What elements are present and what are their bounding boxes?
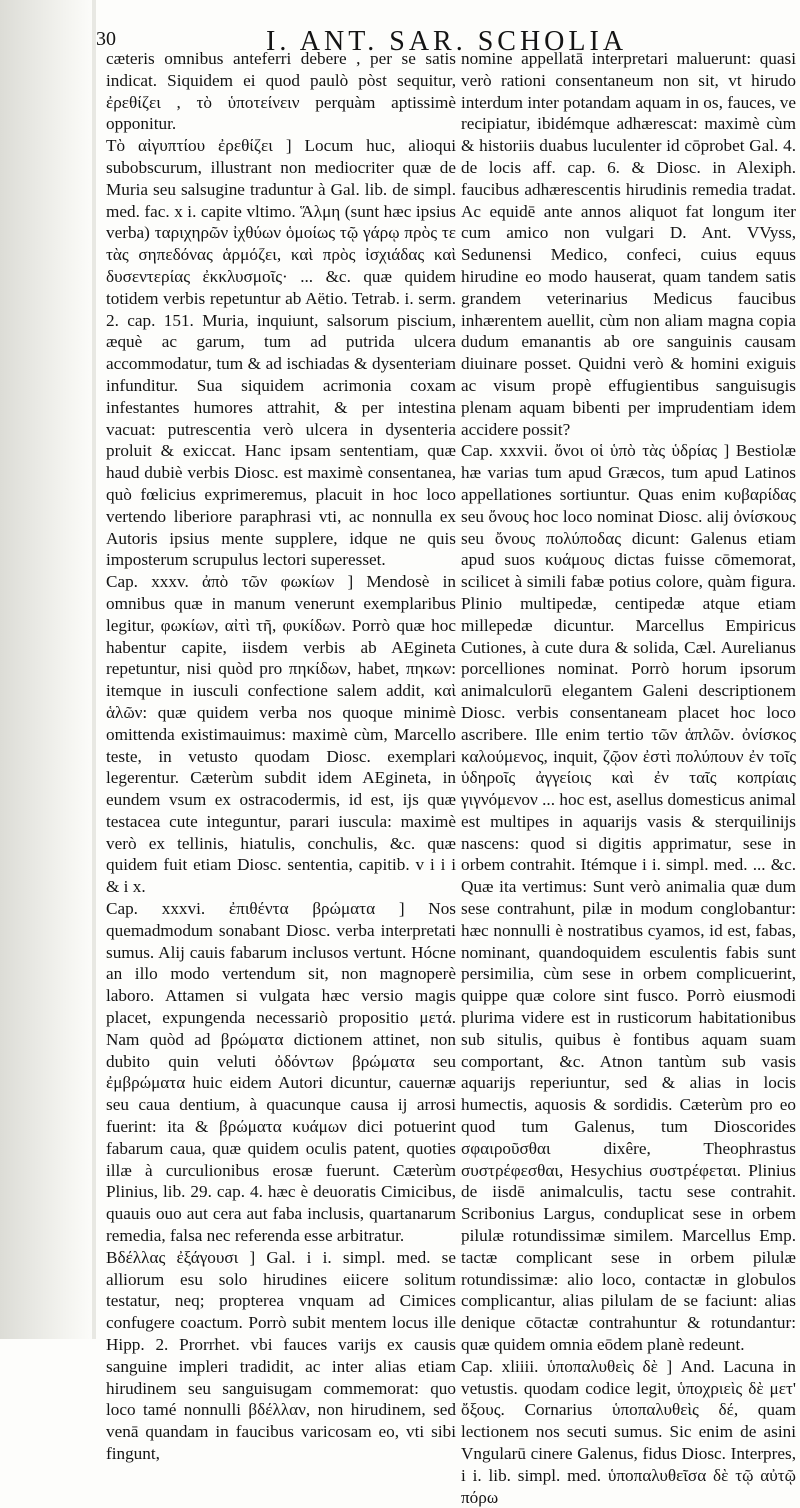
paragraph: Βδέλλας ἐξάγουσι ] Gal. i i. simpl. med. se alliorum esu solo hirudines eiicere solitum testatur, neq; propterea vnquam ad Cimices confugere coactum. Porrò subit mentem locus ille Hipp. 2. Prorrhet. vbi fauces varijs ex causis sanguine impleri tradidit, ac inter alias etiam hirudinem seu sanguisugam commemorat: quo loco tamé nonnulli βδέλλαν, non hirudinem, sed venā quandam in faucibus varicosam eo, vti sibi fingunt, bbox=[106, 1247, 456, 1463]
paragraph: Cap. xliiii. ὑποπαλυθεὶς δὲ ] And. Lacuna in vetustis. quodam codice legit, ὑποχριεὶς δὲ μετ' ὄξους. Cornarius ὑποπαλυθεὶς δέ, quam lectionem nos secuti sumus. Sic enim de asini Vngularū cinere Galenus, fidus Diosc. Interpres, i i. lib. simpl. med. ὑποπαλυθεῖσα δὲ τῷ αὐτῷ πόρω bbox=[461, 1356, 796, 1507]
left-column bbox=[106, 48, 456, 1463]
paragraph: Cap. xxxvi. ἐπιθέντα βρώματα ] Nos quemadmodum sonabant Diosc. verba interpretati sumus. Alij cauis fabarum inclusos vertunt. Hócne an illo modo vertendum sit, non magnoperè laboro. Attamen si vulgata hæc versio magis placet, expungenda necessariò propositio μετά. Nam quòd ad βρώματα dictionem attinet, non dubito quin veluti ὀδόντων βρώματα seu ἐμβρώματα huic eidem Autori dicuntur, cauernæ seu caua dentium, à quacunque causa ij arrosi fuerint: ita & βρώματα κυάμων dici potuerint fabarum caua, quæ quidem oculis patent, quoties illæ à curculionibus erosæ fuerunt. Cæterùm Plinius, lib. 29. cap. 4. hæc è deuoratis Cimicibus, quauis ouo aut cera aut faba inclusis, quartanarum remedia, falsa nec referenda esse arbitratur. bbox=[106, 899, 456, 1246]
right-column bbox=[461, 48, 796, 1507]
binding-gutter bbox=[0, 0, 96, 1339]
page-number: 30 bbox=[96, 28, 116, 50]
paragraph: cæteris omnibus anteferri debere , per se satis indicat. Siquidem ei quod paulò pòst sequitur, ἐρεθίζει , τὸ ὑποτείνειν perquàm aptissimè opponitur. bbox=[106, 49, 456, 134]
paragraph: nomine appellatā interpretari maluerunt: quasi verò rationi consentaneum non sit, vt hirudo interdum inter potandam aquam in os, fauces, ve recipiatur, ibidémque adhærescat: maximè cùm & historiis duabus luculenter id cōprobet Gal. 4. de locis aff. cap. 6. & Diosc. in Alexiph. faucibus adhærescentis hirudinis remedia tradat. Ac equidē ante annos aliquot fat longum iter cum amico non vulgari D. Ant. VVyss, Sedunensi Medico, confeci, cuius equus hirudine eo modo hauserat, quam tandem satis grandem veterinarius Medicus faucibus inhærentem auellit, cùm non aliam magna copia dudum emanantis ab ore sanguinis causam diuinare posset. Quidni verò & homini exiguis ac visum propè effugientibus sanguisugis plenam aquam bibenti per imprudentiam idem accidere possit? bbox=[461, 49, 796, 439]
paragraph: Cap. xxxvii. ὄνοι οἱ ὑπὸ τὰς ὑδρίας ] Bestiolæ hæ varias tum apud Græcos, tum apud Latinos appellationes sortiuntur. Quas enim κυβαρίδας seu ὄνους hoc loco nominat Diosc. alij ὀνίσκους seu ὄνους πολύποδας dicunt: Galenus etiam apud suos κυάμους dictas fuisse cōmemorat, scilicet à simili fabæ potius colore, quàm figura. Plinio multipedæ, centipedæ atque etiam millepedæ dicuntur. Marcellus Empiricus Cutiones, à cute dura & solida, Cæl. Aurelianus porcelliones nominat. Porrò horum ipsorum animalculorū elegantem Galeni descriptionem Diosc. verbis consentaneam placet hoc loco ascribere. Ille enim tertio τῶν ἁπλῶν. ὀνίσκος καλούμενος, inquit, ζῷον ἐστὶ πολύπουν ἐν τοῖς ὑδηροῖς ἀγγείοις καὶ ἐν ταῖς κοπρίαις γιγνόμενον ... hoc est, asellus domesticus animal est multipes in aquarijs vasis & sterquilinijs nascens: quod si digitis apprimatur, sese in orbem contrahit. Itémque i i. simpl. med. ... &c. Quæ ita vertimus: Sunt verò animalia quæ dum sese contrahunt, pilæ in modum conglobantur: hæc nonnulli è nostratibus cyamos, id est, fabas, nominant, quandoquidem esculentis fabis sunt persimilia, cùm sese in orbem complicuerint, quippe quæ colore sint fusco. Porrò eiusmodi plurima videre est in rusticorum habitationibus sub situlis, quibus è fontibus aquam suam comportant, &c. Atnon tantùm sub vasis aquarijs reperiuntur, sed & alias in locis humectis, aquosis & sordidis. Cæterùm pro eo quod tum Galenus, tum Dioscorides σφαιροῦσθαι dixêre, Theophrastus συστρέφεσθαι, Hesychius συστρέφεται. Plinius de iisdē animalculis, tactu sese contrahit. Scribonius Largus, conduplicat sese in orbem pilulæ rotundissimæ similem. Marcellus Emp. tactæ complicant sese in orbem pilulæ rotundissimæ: alio loco, contactæ in globulos complicantur, alias pilulam de se faciunt: alias denique cōtactæ contrahuntur & rotundantur: quæ quidem omnia eōdem planè redeunt. bbox=[461, 441, 796, 1355]
running-title: I. ANT. SAR. SCHOLIA bbox=[266, 26, 628, 57]
paragraph: Cap. xxxv. ἀπὸ τῶν φωκίων ] Mendosè in omnibus quæ in manum venerunt exemplaribus legitur, φωκίων, αἰτὶ τῆ, φυκίδων. Porrò quæ hoc habentur capite, iisdem verbis ab AEgineta repetuntur, nisi quòd pro πηκίδων, habet, πηκων: itemque in iusculi confectione salem addit, καὶ ἁλῶν: quæ quidem verba nos quoque minimè omittenda existimauimus: maximè cùm, Marcello teste, in vetusto quodam Diosc. exemplari legerentur. Cæterùm subdit idem AEgineta, in eundem vsum ex ostracodermis, id est, ijs quæ testacea cute integuntur, parari iuscula: maximè verò ex tellinis, hiatulis, conchulis, &c. quæ quidem fuit etiam Diosc. sententia, capitib. v i i i & i x. bbox=[106, 572, 456, 897]
paragraph: Τὸ αἰγυπτίου ἐρεθίζει ] Locum huc, alioqui subobscurum, illustrant non mediocriter quæ de Muria seu salsugine traduntur à Gal. lib. de simpl. med. fac. x i. capite vltimo. Ἅλμη (sunt hæc ipsius verba) ταριχηρῶν ἰχθύων ὁμοίως τῷ γάρῳ πρὸς τε τὰς σηπεδόνας ἁρμόζει, καὶ πρὸς ἰσχιάδας καὶ δυσεντερίας ἐκκλυσμοῖς· ... &c. quæ quidem totidem verbis repetuntur ab Aëtio. Tetrab. i. serm. 2. cap. 151. Muria, inquiunt, salsorum piscium, æquè ac garum, tum ad putrida ulcera accommodatur, tum & ad ischiadas & dysenteriam infunditur. Sua siquidem acrimonia coxam infestantes humores attrahit, & per intestina vacuat: putrescentia verò ulcera in dysenteria proluit & exiccat. Hanc ipsam sententiam, quæ haud dubiè verbis Diosc. est maximè consentanea, quò fœlicius exprimeremus, placuit in hoc loco vertendo liberiore paraphrasi vti, ac nonnulla ex Autoris ipsius mente supplere, idque ne quis imposterum scrupulus lectori superesset. bbox=[106, 136, 456, 570]
